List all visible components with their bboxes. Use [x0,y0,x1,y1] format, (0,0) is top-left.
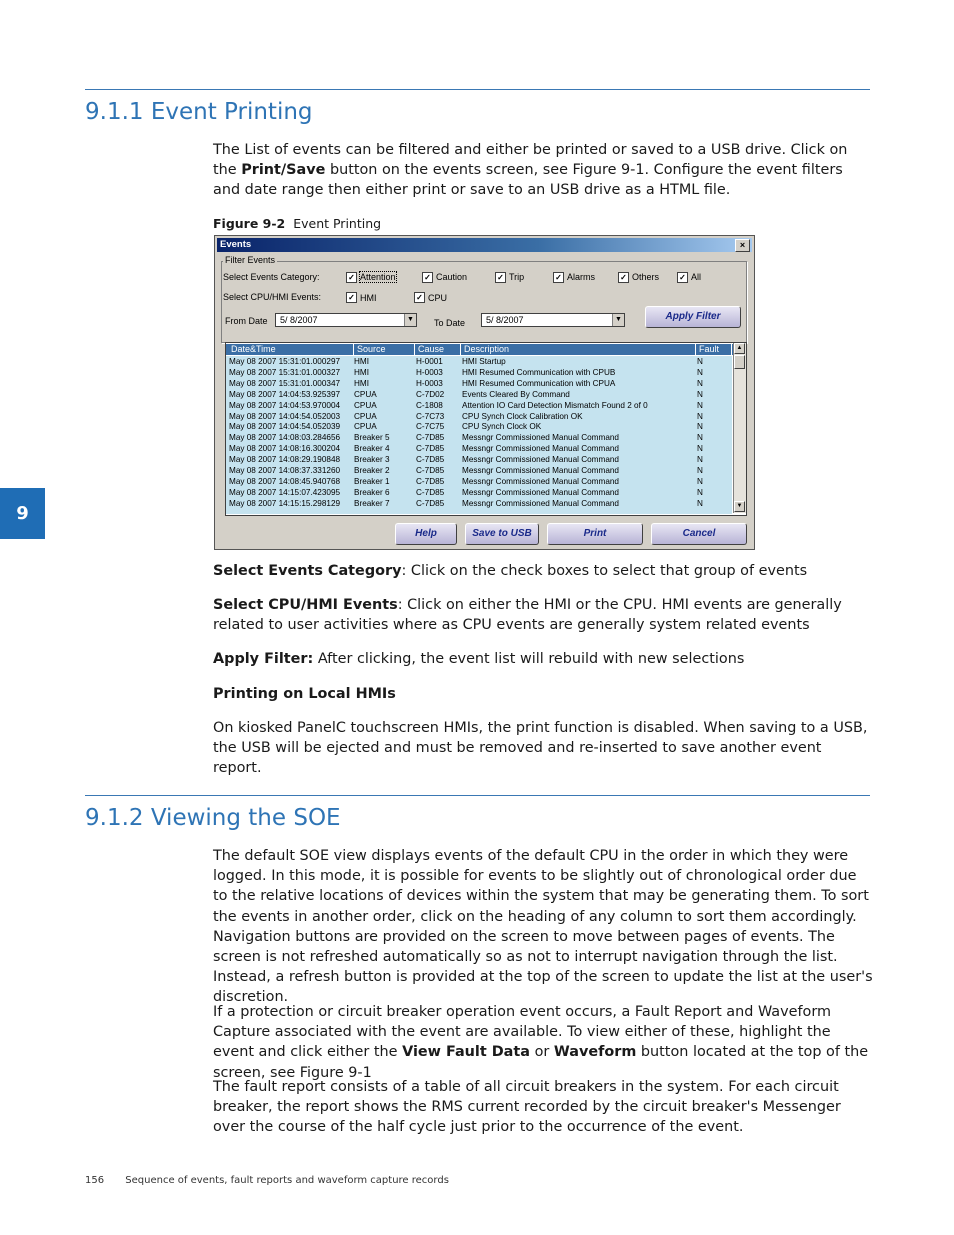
row-fault: N [697,466,703,475]
row-description: CPU Synch Clock OK [462,422,542,432]
category-label-caution: Caution [436,272,468,282]
row-description: HMI Startup [462,357,506,366]
row-cause: C-1808 [416,400,443,410]
row-source: Breaker 7 [354,498,390,508]
cpuhmi-label-cpu: CPU [428,293,448,303]
dialog-titlebar [217,238,752,252]
apply-filter-button[interactable]: Apply Filter [645,306,741,328]
row-description: Messngr Commissioned Manual Command [462,498,619,508]
scroll-thumb[interactable] [734,355,745,369]
row-description: Messngr Commissioned Manual Command [462,487,619,497]
row-source: Breaker 4 [354,444,390,454]
cpuhmi-label: Select CPU/HMI Events: [223,292,322,302]
category-label: Select Events Category: [223,272,320,282]
apply-filter-bold: Apply Filter: [213,651,314,667]
column-header-datetime[interactable]: Date&Time [228,344,354,355]
intro-bold: Print/Save [241,162,326,179]
soe-p2-text-c: or [530,1044,554,1061]
select-events-paragraph [213,561,873,581]
row-description: Messngr Commissioned Manual Command [462,466,619,475]
row-source: CPUA [354,389,377,399]
events-dialog [214,235,755,550]
category-label-all: All [691,272,702,282]
row-source: Breaker 1 [354,476,390,486]
row-datetime: May 08 2007 14:15:15.298129 [229,498,341,508]
list-body [226,356,732,514]
row-datetime: May 08 2007 14:15:07.423095 [229,487,341,497]
row-cause: C-7D85 [416,476,445,486]
help-button[interactable]: Help [395,523,457,545]
cancel-button[interactable]: Cancel [651,523,747,545]
select-events-bold: Select Events Category [213,563,402,579]
row-cause: C-7D85 [416,466,445,475]
row-fault: N [697,411,703,421]
row-source: HMI [354,378,370,388]
row-cause: C-7C73 [416,411,445,421]
section-title-event-printing: 9.1.1 Event Printing [85,99,313,125]
footer-text: Sequence of events, fault reports and waveform capture records [125,1175,449,1186]
soe-paragraph-3: The fault report consists of a table of all circuit breakers in the system. For each circuit breaker, the report shows the RMS current recorded by the circuit breaker's Messenger over the course of the half cycle just prior to the occurrence of the event. [213,1079,841,1136]
category-label-trip: Trip [509,272,525,282]
soe-paragraph-2 [213,1002,873,1083]
row-fault: N [697,357,703,366]
chevron-down-icon[interactable]: ▼ [404,314,416,326]
printing-heading: Printing on Local HMIs [213,686,396,702]
row-source: Breaker 2 [354,466,390,475]
column-header-source[interactable]: Source [354,344,415,355]
table-row[interactable] [226,356,732,367]
cpuhmi-label-hmi: HMI [360,293,377,303]
row-description: HMI Resumed Communication with CPUB [462,367,616,377]
row-fault: N [697,498,703,508]
apply-filter-text: After clicking, the event list will rebuild with new selections [313,651,745,667]
table-row[interactable] [226,378,732,389]
table-row[interactable] [226,487,732,498]
save-to-usb-button[interactable]: Save to USB [465,523,539,545]
soe-p2-text-d: button located at the top of the screen, see Figure 9-1 [213,1044,869,1081]
soe-paragraph-1: The default SOE view displays events of the default CPU in the order in which they were logged. In this mode, it is possible for events to be slightly out of chronological order due to the relative locations of devices within the system that may be generating them. To sort the events in another order, click on the heading of any column to sort them accordingly. Navigation buttons are provided on the screen to move between pages of events. The screen is not refreshed automatically so as not to interrupt navigation through the list. Instead, a refresh button is provided at the top of the screen to update the list at the user's discretion. [213,848,873,1006]
figure-label: Figure 9-2 [213,216,286,231]
row-fault: N [697,433,703,443]
row-fault: N [697,444,703,454]
table-row[interactable] [226,389,732,400]
section-rule-mid [85,795,870,796]
soe-p2-text-a: If a protection or circuit breaker operation event occurs, a Fault Report and Waveform Capture associated with the event are available. To view either of these, highlight the event and click either the [213,1004,832,1061]
row-description: Messngr Commissioned Manual Command [462,433,619,443]
chevron-down-icon[interactable]: ▼ [612,314,624,326]
close-icon[interactable]: × [735,239,750,252]
row-fault: N [697,389,703,399]
row-datetime: May 08 2007 14:08:29.190848 [229,455,341,465]
row-datetime: May 08 2007 14:08:37.331260 [229,466,341,475]
table-row[interactable] [226,421,732,432]
vertical-scrollbar[interactable] [733,343,746,513]
row-source: HMI [354,367,370,377]
select-events-text: : Click on the check boxes to select that group of events [401,563,808,579]
row-datetime: May 08 2007 15:31:01.000347 [229,378,341,388]
row-cause: C-7D02 [416,389,445,399]
row-datetime: May 08 2007 15:31:01.000327 [229,367,341,377]
category-checkbox-caution[interactable]: ✓ [422,272,433,283]
row-fault: N [697,487,703,497]
row-datetime: May 08 2007 14:04:54.052003 [229,411,341,421]
row-description: CPU Synch Clock Calibration OK [462,411,583,421]
list-header [226,344,734,355]
column-header-fault[interactable]: Fault [696,344,732,355]
table-row[interactable] [226,432,732,443]
column-header-description[interactable]: Description [461,344,696,355]
category-checkbox-attention[interactable]: ✓ [346,272,357,283]
scroll-up-icon[interactable]: ▲ [734,343,745,354]
column-header-cause[interactable]: Cause [415,344,461,355]
table-row[interactable] [226,400,732,411]
row-cause: C-7C75 [416,422,445,432]
category-checkbox-trip[interactable]: ✓ [495,272,506,283]
table-row[interactable] [226,443,732,454]
to-date-value: 5/ 8/2007 [486,315,524,325]
intro-text-a: The List of events can be filtered and either be printed or saved to a USB drive. Click on the [213,142,848,179]
row-cause: C-7D85 [416,487,445,497]
row-description: Messngr Commissioned Manual Command [462,455,619,465]
table-row[interactable] [226,411,732,422]
intro-text-b: button on the events screen, see Figure 9-1. Configure the event filters and date range then either print or save to an USB drive as a HTML file. [213,162,843,199]
row-source: CPUA [354,422,377,432]
row-cause: C-7D85 [416,433,445,443]
from-date-select[interactable] [275,313,417,327]
section-rule-top [85,89,870,90]
view-fault-data-bold: View Fault Data [402,1044,530,1061]
row-fault: N [697,367,703,377]
row-cause: C-7D85 [416,455,445,465]
row-cause: H-0001 [416,357,443,366]
row-cause: H-0003 [416,378,443,388]
row-datetime: May 08 2007 14:04:53.925397 [229,389,341,399]
printing-paragraph: On kiosked PanelC touchscreen HMIs, the print function is disabled. When saving to a USB, the USB will be ejected and must be removed and re-inserted to save another event report. [213,720,868,777]
row-source: CPUA [354,411,377,421]
row-description: Messngr Commissioned Manual Command [462,444,619,454]
chapter-tab: 9 [0,488,45,539]
row-fault: N [697,476,703,486]
row-source: HMI [354,357,370,366]
print-button[interactable]: Print [547,523,643,545]
row-datetime: May 08 2007 14:08:45.940768 [229,476,341,486]
row-fault: N [697,422,703,432]
category-checkbox-alarms[interactable]: ✓ [553,272,564,283]
events-list[interactable] [225,342,747,516]
row-cause: C-7D85 [416,498,445,508]
row-description: HMI Resumed Communication with CPUA [462,378,616,388]
intro-paragraph [213,140,873,201]
from-date-label: From Date [225,316,268,326]
row-cause: H-0003 [416,367,443,377]
category-checkbox-others[interactable]: ✓ [618,272,629,283]
row-source: CPUA [354,400,377,410]
row-fault: N [697,378,703,388]
page-number: 156 [85,1175,105,1186]
category-checkbox-all[interactable]: ✓ [677,272,688,283]
scroll-down-icon[interactable]: ▼ [734,501,745,512]
row-description: Messngr Commissioned Manual Command [462,476,619,486]
cpuhmi-checkbox-hmi[interactable]: ✓ [346,292,357,303]
row-cause: C-7D85 [416,444,445,454]
category-label-attention: Attention [360,272,396,282]
row-datetime: May 08 2007 14:04:54.052039 [229,422,341,432]
table-row[interactable] [226,465,732,476]
row-datetime: May 08 2007 14:04:53.970004 [229,400,341,410]
table-row[interactable] [226,476,732,487]
to-date-select[interactable] [481,313,625,327]
row-fault: N [697,455,703,465]
table-row[interactable] [226,454,732,465]
row-description: Attention IO Card Detection Mismatch Found 2 of 0 [462,400,648,410]
page-footer [85,1175,467,1186]
row-datetime: May 08 2007 15:31:01.000297 [229,357,341,366]
category-label-others: Others [632,272,660,282]
category-label-alarms: Alarms [567,272,596,282]
filter-events-label: Filter Events [225,255,276,265]
figure-caption [213,216,381,231]
table-row[interactable] [226,498,732,509]
row-source: Breaker 5 [354,433,390,443]
cpuhmi-checkbox-cpu[interactable]: ✓ [414,292,425,303]
row-fault: N [697,400,703,410]
apply-filter-paragraph [213,649,873,669]
row-source: Breaker 3 [354,455,390,465]
section-title-viewing-soe: 9.1.2 Viewing the SOE [85,805,341,831]
select-cpu-bold: Select CPU/HMI Events [213,597,398,613]
waveform-bold: Waveform [553,1044,637,1061]
row-datetime: May 08 2007 14:08:16.300204 [229,444,341,454]
select-cpu-paragraph [213,595,873,635]
select-cpu-text: : Click on either the HMI or the CPU. HMI events are generally related to user activities where as CPU events are generally system related events [213,597,842,634]
figure-title: Event Printing [293,216,382,231]
dialog-title: Events [220,239,252,250]
table-row[interactable] [226,367,732,378]
row-datetime: May 08 2007 14:08:03.284656 [229,433,341,443]
row-source: Breaker 6 [354,487,390,497]
row-description: Events Cleared By Command [462,389,570,399]
from-date-value: 5/ 8/2007 [280,315,318,325]
to-date-label: To Date [434,318,466,328]
